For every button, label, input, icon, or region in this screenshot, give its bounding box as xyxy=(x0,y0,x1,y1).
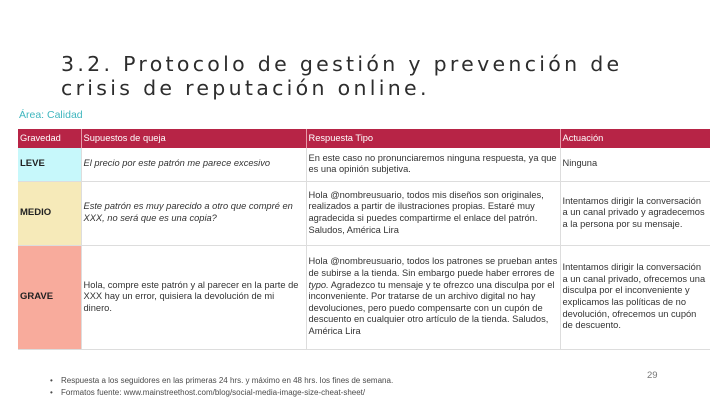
action-cell: Ninguna xyxy=(560,148,710,181)
area-label: Área: Calidad xyxy=(19,109,83,121)
response-cell xyxy=(306,245,560,349)
table-row-grave xyxy=(18,245,710,349)
header-actuacion: Actuación xyxy=(560,129,710,148)
footnote-item xyxy=(50,375,393,387)
action-cell: Intentamos dirigir la conversación a un canal privado y agradecemos a la persona por su mensaje. xyxy=(560,181,710,245)
action-cell: Intentamos dirigir la conversación a un canal privado, ofrecemos una disculpa por el inconveniente y explicamos las políticas de no devolución, ofrecemos un cupón de descuento. xyxy=(560,245,710,349)
bullet-icon: • xyxy=(50,376,53,385)
complaint-cell: Este patrón es muy parecido a otro que compré en XXX, no será que es una copia? xyxy=(81,181,306,245)
response-text-start: Hola @nombreusuario, todos los patrones se prueban antes de subirse a la tienda. Sin embargo puede haber errores de xyxy=(308,256,558,279)
table-row-leve xyxy=(18,148,710,181)
slide-title-line-2: crisis de reputación online. xyxy=(61,76,430,100)
header-respuesta-tipo: Respuesta Tipo xyxy=(306,129,560,148)
crisis-protocol-table xyxy=(18,129,710,350)
response-cell: Hola @nombreusuario, todos mis diseños son originales, realizados a partir de ilustraciones propias. Estaré muy agradecida si puedes compartirme el enlace del patrón. Saludos, América Lira xyxy=(306,181,560,245)
complaint-cell: El precio por este patrón me parece excesivo xyxy=(81,148,306,181)
footnote-item xyxy=(50,387,393,399)
header-gravedad: Gravedad xyxy=(18,129,81,148)
complaint-cell: Hola, compre este patrón y al parecer en la parte de XXX hay un error, quisiera la devolución de mi dinero. xyxy=(81,245,306,349)
footnote-text: Formatos fuente: www.mainstreethost.com/blog/social-media-image-size-cheat-sheet/ xyxy=(61,388,366,397)
footnote-text: Respuesta a los seguidores en las primeras 24 hrs. y máximo en 48 hrs. los fines de semana. xyxy=(61,376,394,385)
header-supuestos-de-queja: Supuestos de queja xyxy=(81,129,306,148)
slide-title-line-1: 3.2. Protocolo de gestión y prevención de xyxy=(61,52,623,76)
page-number: 29 xyxy=(647,370,658,381)
response-text-italic: typo. xyxy=(308,279,329,290)
level-cell-leve: LEVE xyxy=(18,148,81,181)
response-cell: En este caso no pronunciaremos ninguna respuesta, ya que es una opinión subjetiva. xyxy=(306,148,560,181)
level-cell-grave: GRAVE xyxy=(18,245,81,349)
response-text-end: Agradezco tu mensaje y te ofrezco una disculpa por el inconveniente. Por tratarse de un archivo digital no hay devoluciones, pero puedo compensarte con un cupón de descuento en cualquier otro artículo de la tienda. Saludos, América Lira xyxy=(308,279,555,336)
table-row-medio xyxy=(18,181,710,245)
table-header-row xyxy=(18,129,710,148)
level-cell-medio: MEDIO xyxy=(18,181,81,245)
slide-title xyxy=(61,52,681,100)
bullet-icon: • xyxy=(50,388,53,397)
footnotes xyxy=(50,375,393,399)
